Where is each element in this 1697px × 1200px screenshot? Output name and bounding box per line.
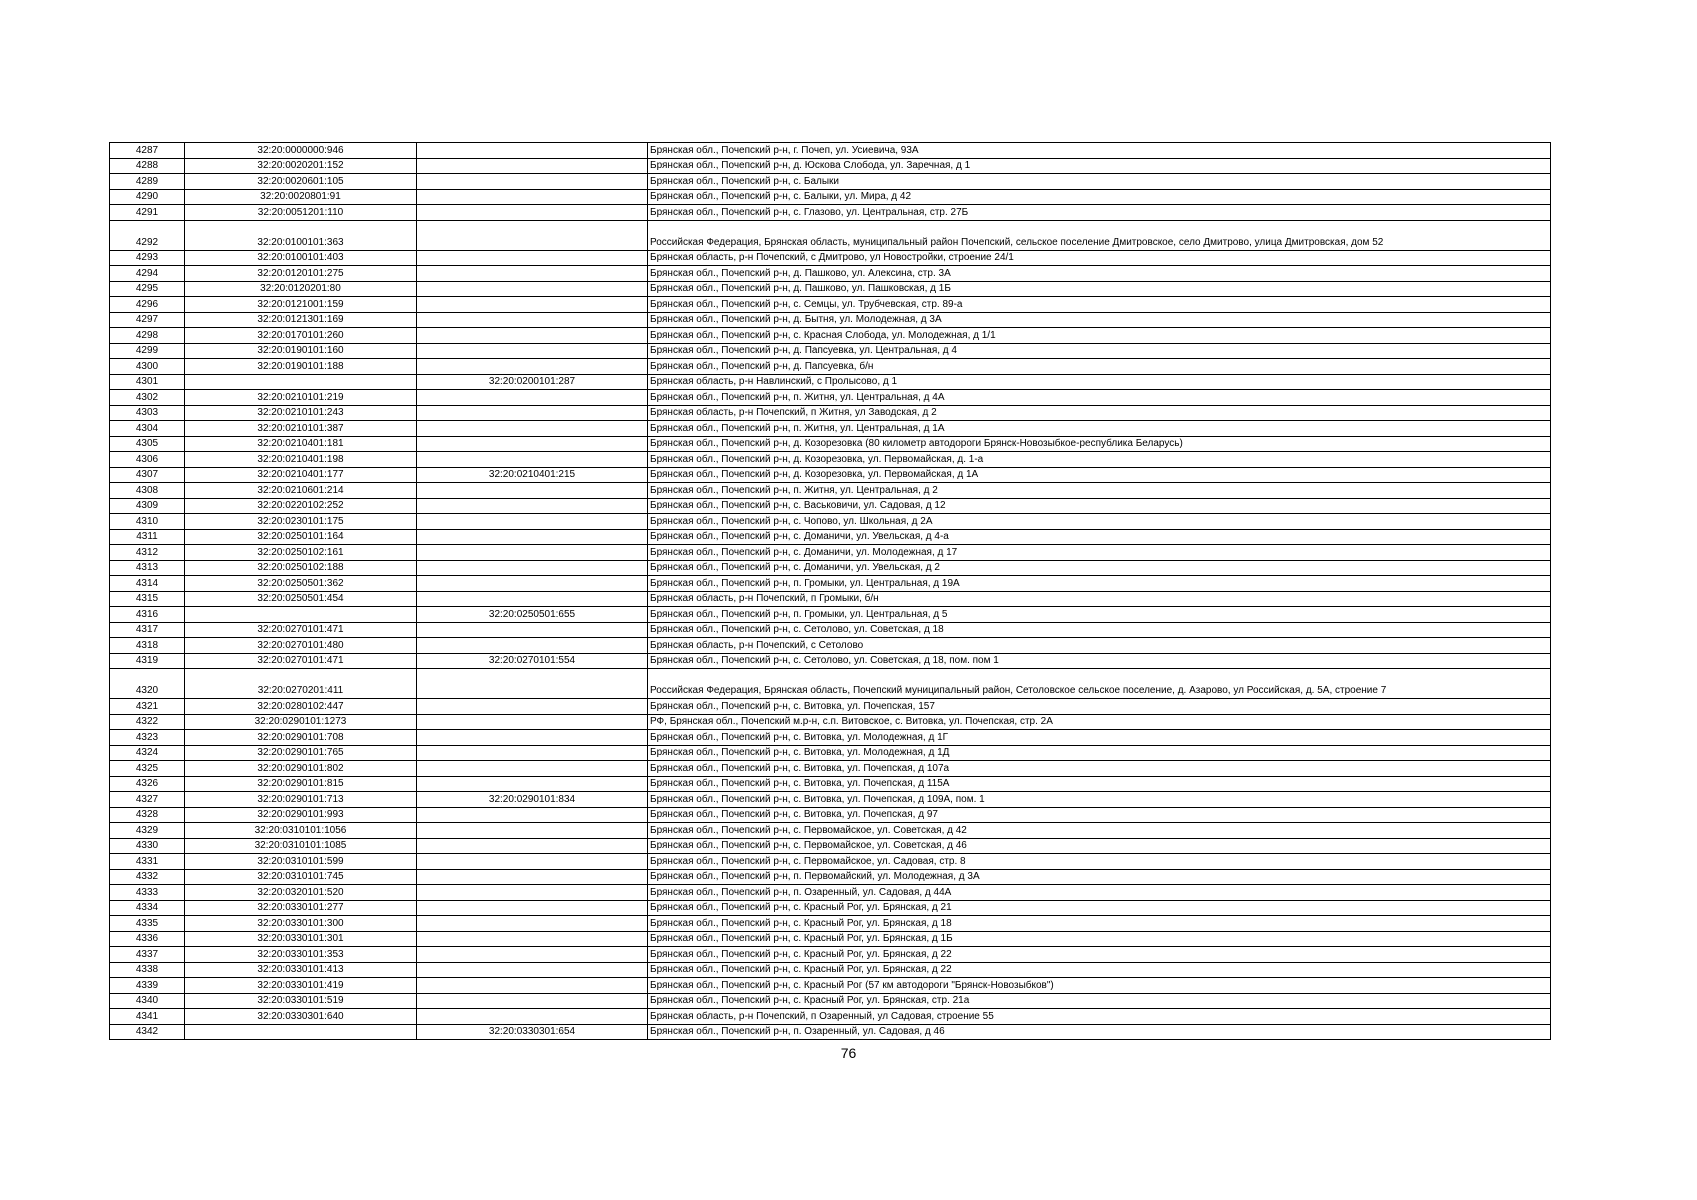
table-row: [110, 498, 1551, 514]
table-row: [110, 838, 1551, 854]
cadastral-number-cell: 32:20:0270101:471: [185, 622, 417, 638]
cadastral-number-cell: 32:20:0290101:802: [185, 761, 417, 777]
address-cell: Брянская обл., Почепский р-н, с. Витовка, ул. Почепская, 157: [648, 699, 1551, 715]
table-row: [110, 962, 1551, 978]
address-cell: Брянская область, р-н Почепский, п Озаренный, ул Садовая, строение 55: [648, 1009, 1551, 1025]
row-number-cell: 4289: [110, 174, 185, 190]
cadastral-number-cell: 32:20:0310101:1056: [185, 823, 417, 839]
row-number-cell: 4297: [110, 312, 185, 328]
linked-cadastral-number-cell: [417, 622, 648, 638]
address-cell: Брянская обл., Почепский р-н, д. Юскова Слобода, ул. Заречная, д 1: [648, 158, 1551, 174]
row-number-cell: 4301: [110, 374, 185, 390]
property-table-body: [110, 143, 1551, 1040]
cadastral-number-cell: 32:20:0210401:181: [185, 436, 417, 452]
address-cell: Брянская обл., Почепский р-н, с. Первомайское, ул. Советская, д 46: [648, 838, 1551, 854]
row-number-cell: 4304: [110, 421, 185, 437]
table-row: [110, 405, 1551, 421]
cadastral-number-cell: 32:20:0120201:80: [185, 281, 417, 297]
linked-cadastral-number-cell: [417, 359, 648, 375]
cadastral-number-cell: 32:20:0190101:188: [185, 359, 417, 375]
linked-cadastral-number-cell: [417, 328, 648, 344]
linked-cadastral-number-cell: [417, 807, 648, 823]
row-number-cell: 4330: [110, 838, 185, 854]
address-cell: Брянская обл., Почепский р-н, с. Витовка, ул. Почепская, д 97: [648, 807, 1551, 823]
row-number-cell: 4287: [110, 143, 185, 159]
table-row: [110, 483, 1551, 499]
cadastral-number-cell: 32:20:0320101:520: [185, 885, 417, 901]
row-number-cell: 4325: [110, 761, 185, 777]
table-row: [110, 158, 1551, 174]
linked-cadastral-number-cell: [417, 143, 648, 159]
address-cell: Брянская обл., Почепский р-н, п. Житня, ул. Центральная, д 1А: [648, 421, 1551, 437]
table-row: [110, 297, 1551, 313]
linked-cadastral-number-cell: [417, 885, 648, 901]
table-row: [110, 514, 1551, 530]
row-number-cell: 4331: [110, 854, 185, 870]
row-number-cell: 4334: [110, 900, 185, 916]
cadastral-number-cell: 32:20:0330101:413: [185, 962, 417, 978]
linked-cadastral-number-cell: [417, 250, 648, 266]
table-row: [110, 328, 1551, 344]
address-cell: Брянская обл., Почепский р-н, с. Семцы, ул. Трубчевская, стр. 89-а: [648, 297, 1551, 313]
address-cell: Брянская обл., Почепский р-н, с. Балыки, ул. Мира, д 42: [648, 189, 1551, 205]
table-row: [110, 869, 1551, 885]
row-number-cell: 4296: [110, 297, 185, 313]
linked-cadastral-number-cell: [417, 591, 648, 607]
linked-cadastral-number-cell: [417, 745, 648, 761]
cadastral-number-cell: 32:20:0290101:815: [185, 776, 417, 792]
linked-cadastral-number-cell: [417, 312, 648, 328]
table-row: [110, 220, 1551, 250]
address-cell: Брянская обл., Почепский р-н, с. Сетолово, ул. Советская, д 18: [648, 622, 1551, 638]
row-number-cell: 4309: [110, 498, 185, 514]
linked-cadastral-number-cell: [417, 962, 648, 978]
cadastral-number-cell: 32:20:0290101:713: [185, 792, 417, 808]
table-row: [110, 730, 1551, 746]
row-number-cell: 4335: [110, 916, 185, 932]
linked-cadastral-number-cell: [417, 189, 648, 205]
table-row: [110, 792, 1551, 808]
table-row: [110, 714, 1551, 730]
page-number: 76: [840, 1045, 857, 1061]
cadastral-number-cell: 32:20:0230101:175: [185, 514, 417, 530]
address-cell: Брянская область, р-н Почепский, п Житня, ул Заводская, д 2: [648, 405, 1551, 421]
table-row: [110, 359, 1551, 375]
table-row: [110, 205, 1551, 221]
address-cell: Брянская обл., Почепский р-н, с. Красный Рог, ул. Брянская, д 18: [648, 916, 1551, 932]
address-cell: Брянская обл., Почепский р-н, с. Балыки: [648, 174, 1551, 190]
table-row: [110, 1024, 1551, 1040]
address-cell: Брянская обл., Почепский р-н, с. Первомайское, ул. Садовая, стр. 8: [648, 854, 1551, 870]
cadastral-number-cell: 32:20:0190101:160: [185, 343, 417, 359]
address-cell: Брянская обл., Почепский р-н, д. Пашково, ул. Алексина, стр. 3А: [648, 266, 1551, 282]
linked-cadastral-number-cell: [417, 266, 648, 282]
cadastral-number-cell: 32:20:0270101:480: [185, 638, 417, 654]
linked-cadastral-number-cell: 32:20:0210401:215: [417, 467, 648, 483]
table-row: [110, 436, 1551, 452]
cadastral-number-cell: 32:20:0250501:454: [185, 591, 417, 607]
table-row: [110, 1009, 1551, 1025]
linked-cadastral-number-cell: [417, 498, 648, 514]
row-number-cell: 4300: [110, 359, 185, 375]
table-row: [110, 545, 1551, 561]
address-cell: Брянская область, р-н Почепский, с Дмитрово, ул Новостройки, строение 24/1: [648, 250, 1551, 266]
linked-cadastral-number-cell: [417, 761, 648, 777]
linked-cadastral-number-cell: [417, 343, 648, 359]
address-cell: Брянская область, р-н Навлинский, с Пролысово, д 1: [648, 374, 1551, 390]
linked-cadastral-number-cell: [417, 916, 648, 932]
row-number-cell: 4329: [110, 823, 185, 839]
table-row: [110, 250, 1551, 266]
linked-cadastral-number-cell: [417, 421, 648, 437]
row-number-cell: 4337: [110, 947, 185, 963]
cadastral-number-cell: 32:20:0270101:471: [185, 653, 417, 669]
row-number-cell: 4333: [110, 885, 185, 901]
table-row: [110, 669, 1551, 699]
linked-cadastral-number-cell: 32:20:0330301:654: [417, 1024, 648, 1040]
table-row: [110, 653, 1551, 669]
linked-cadastral-number-cell: [417, 947, 648, 963]
cadastral-number-cell: 32:20:0000000:946: [185, 143, 417, 159]
address-cell: Брянская обл., Почепский р-н, д. Папсуевка, ул. Центральная, д 4: [648, 343, 1551, 359]
linked-cadastral-number-cell: [417, 699, 648, 715]
cadastral-number-cell: 32:20:0250501:362: [185, 576, 417, 592]
address-cell: Брянская обл., Почепский р-н, с. Красный Рог, ул. Брянская, стр. 21а: [648, 993, 1551, 1009]
linked-cadastral-number-cell: [417, 669, 648, 699]
table-row: [110, 189, 1551, 205]
row-number-cell: 4303: [110, 405, 185, 421]
row-number-cell: 4342: [110, 1024, 185, 1040]
cadastral-number-cell: [185, 607, 417, 623]
table-row: [110, 576, 1551, 592]
table-row: [110, 143, 1551, 159]
linked-cadastral-number-cell: 32:20:0200101:287: [417, 374, 648, 390]
row-number-cell: 4340: [110, 993, 185, 1009]
address-cell: Брянская обл., Почепский р-н, п. Житня, ул. Центральная, д 2: [648, 483, 1551, 499]
linked-cadastral-number-cell: [417, 576, 648, 592]
address-cell: Брянская обл., Почепский р-н, д. Бытня, ул. Молодежная, д 3А: [648, 312, 1551, 328]
cadastral-number-cell: [185, 374, 417, 390]
cadastral-number-cell: [185, 1024, 417, 1040]
address-cell: Российская Федерация, Брянская область, муниципальный район Почепский, сельское поселение Дмитровское, село Дмитрово, улица Дмитровская, дом 52: [648, 220, 1551, 250]
table-row: [110, 467, 1551, 483]
row-number-cell: 4324: [110, 745, 185, 761]
row-number-cell: 4320: [110, 669, 185, 699]
linked-cadastral-number-cell: [417, 483, 648, 499]
address-cell: Брянская обл., Почепский р-н, с. Витовка, ул. Молодежная, д 1Д: [648, 745, 1551, 761]
cadastral-number-cell: 32:20:0250101:164: [185, 529, 417, 545]
table-row: [110, 916, 1551, 932]
cadastral-number-cell: 32:20:0210101:219: [185, 390, 417, 406]
linked-cadastral-number-cell: [417, 1009, 648, 1025]
row-number-cell: 4308: [110, 483, 185, 499]
cadastral-number-cell: 32:20:0220102:252: [185, 498, 417, 514]
row-number-cell: 4295: [110, 281, 185, 297]
linked-cadastral-number-cell: [417, 158, 648, 174]
cadastral-number-cell: 32:20:0290101:708: [185, 730, 417, 746]
cadastral-number-cell: 32:20:0330101:419: [185, 978, 417, 994]
cadastral-number-cell: 32:20:0100101:363: [185, 220, 417, 250]
cadastral-number-cell: 32:20:0210101:243: [185, 405, 417, 421]
row-number-cell: 4322: [110, 714, 185, 730]
row-number-cell: 4313: [110, 560, 185, 576]
row-number-cell: 4317: [110, 622, 185, 638]
linked-cadastral-number-cell: [417, 931, 648, 947]
cadastral-number-cell: 32:20:0330101:300: [185, 916, 417, 932]
table-row: [110, 266, 1551, 282]
address-cell: Брянская обл., Почепский р-н, г. Почеп, ул. Усиевича, 93А: [648, 143, 1551, 159]
cadastral-number-cell: 32:20:0121001:159: [185, 297, 417, 313]
cadastral-number-cell: 32:20:0020801:91: [185, 189, 417, 205]
address-cell: Брянская обл., Почепский р-н, с. Первомайское, ул. Советская, д 42: [648, 823, 1551, 839]
cadastral-number-cell: 32:20:0250102:161: [185, 545, 417, 561]
address-cell: Брянская обл., Почепский р-н, с. Витовка, ул. Почепская, д 107а: [648, 761, 1551, 777]
table-row: [110, 900, 1551, 916]
table-row: [110, 931, 1551, 947]
table-row: [110, 421, 1551, 437]
address-cell: Брянская обл., Почепский р-н, с. Доманичи, ул. Увельская, д 4-а: [648, 529, 1551, 545]
linked-cadastral-number-cell: [417, 638, 648, 654]
cadastral-number-cell: 32:20:0330101:519: [185, 993, 417, 1009]
row-number-cell: 4292: [110, 220, 185, 250]
row-number-cell: 4290: [110, 189, 185, 205]
row-number-cell: 4307: [110, 467, 185, 483]
address-cell: Брянская обл., Почепский р-н, с. Красный Рог, ул. Брянская, д 22: [648, 962, 1551, 978]
table-row: [110, 993, 1551, 1009]
address-cell: Брянская обл., Почепский р-н, с. Красный Рог, ул. Брянская, д 1Б: [648, 931, 1551, 947]
table-row: [110, 343, 1551, 359]
linked-cadastral-number-cell: [417, 297, 648, 313]
cadastral-number-cell: 32:20:0330101:301: [185, 931, 417, 947]
row-number-cell: 4311: [110, 529, 185, 545]
row-number-cell: 4294: [110, 266, 185, 282]
linked-cadastral-number-cell: [417, 220, 648, 250]
table-row: [110, 807, 1551, 823]
cadastral-number-cell: 32:20:0310101:599: [185, 854, 417, 870]
cadastral-number-cell: 32:20:0290101:765: [185, 745, 417, 761]
linked-cadastral-number-cell: [417, 978, 648, 994]
linked-cadastral-number-cell: [417, 993, 648, 1009]
address-cell: Брянская обл., Почепский р-н, п. Житня, ул. Центральная, д 4А: [648, 390, 1551, 406]
linked-cadastral-number-cell: [417, 900, 648, 916]
address-cell: Брянская обл., Почепский р-н, п. Озаренный, ул. Садовая, д 44А: [648, 885, 1551, 901]
row-number-cell: 4339: [110, 978, 185, 994]
row-number-cell: 4302: [110, 390, 185, 406]
row-number-cell: 4310: [110, 514, 185, 530]
address-cell: Брянская обл., Почепский р-н, с. Красный Рог, ул. Брянская, д 21: [648, 900, 1551, 916]
linked-cadastral-number-cell: [417, 452, 648, 468]
address-cell: Брянская обл., Почепский р-н, д. Козорезовка, ул. Первомайская, д. 1-а: [648, 452, 1551, 468]
linked-cadastral-number-cell: [417, 405, 648, 421]
address-cell: Российская Федерация, Брянская область, Почепский муниципальный район, Сетоловское сельское поселение, д. Азарово, ул Российская, д. 5А, строение 7: [648, 669, 1551, 699]
address-cell: Брянская обл., Почепский р-н, д. Папсуевка, б/н: [648, 359, 1551, 375]
table-row: [110, 374, 1551, 390]
linked-cadastral-number-cell: [417, 838, 648, 854]
row-number-cell: 4318: [110, 638, 185, 654]
linked-cadastral-number-cell: [417, 854, 648, 870]
row-number-cell: 4338: [110, 962, 185, 978]
row-number-cell: 4326: [110, 776, 185, 792]
table-row: [110, 312, 1551, 328]
row-number-cell: 4328: [110, 807, 185, 823]
address-cell: Брянская обл., Почепский р-н, с. Красная Слобода, ул. Молодежная, д 1/1: [648, 328, 1551, 344]
linked-cadastral-number-cell: [417, 436, 648, 452]
cadastral-number-cell: 32:20:0051201:110: [185, 205, 417, 221]
linked-cadastral-number-cell: [417, 776, 648, 792]
cadastral-number-cell: 32:20:0170101:260: [185, 328, 417, 344]
address-cell: Брянская обл., Почепский р-н, с. Доманичи, ул. Увельская, д 2: [648, 560, 1551, 576]
property-table: [109, 142, 1551, 1040]
linked-cadastral-number-cell: [417, 281, 648, 297]
row-number-cell: 4327: [110, 792, 185, 808]
cadastral-number-cell: 32:20:0250102:188: [185, 560, 417, 576]
table-row: [110, 823, 1551, 839]
linked-cadastral-number-cell: [417, 730, 648, 746]
table-row: [110, 776, 1551, 792]
table-row: [110, 452, 1551, 468]
table-row: [110, 885, 1551, 901]
table-row: [110, 529, 1551, 545]
cadastral-number-cell: 32:20:0280102:447: [185, 699, 417, 715]
linked-cadastral-number-cell: [417, 514, 648, 530]
address-cell: Брянская обл., Почепский р-н, с. Доманичи, ул. Молодежная, д 17: [648, 545, 1551, 561]
address-cell: Брянская обл., Почепский р-н, с. Красный Рог (57 км автодороги "Брянск-Новозыбков"): [648, 978, 1551, 994]
cadastral-number-cell: 32:20:0020201:152: [185, 158, 417, 174]
address-cell: Брянская обл., Почепский р-н, д. Козорезовка (80 километр автодороги Брянск-Новозыбкое-республика Беларусь): [648, 436, 1551, 452]
cadastral-number-cell: 32:20:0270201:411: [185, 669, 417, 699]
cadastral-number-cell: 32:20:0210601:214: [185, 483, 417, 499]
row-number-cell: 4299: [110, 343, 185, 359]
address-cell: РФ, Брянская обл., Почепский м.р-н, с.п. Витовское, с. Витовка, ул. Почепская, стр. 2А: [648, 714, 1551, 730]
linked-cadastral-number-cell: [417, 714, 648, 730]
row-number-cell: 4314: [110, 576, 185, 592]
linked-cadastral-number-cell: [417, 390, 648, 406]
address-cell: Брянская обл., Почепский р-н, п. Громыки, ул. Центральная, д 19А: [648, 576, 1551, 592]
cadastral-number-cell: 32:20:0020601:105: [185, 174, 417, 190]
table-row: [110, 390, 1551, 406]
row-number-cell: 4293: [110, 250, 185, 266]
linked-cadastral-number-cell: [417, 205, 648, 221]
row-number-cell: 4315: [110, 591, 185, 607]
row-number-cell: 4305: [110, 436, 185, 452]
row-number-cell: 4319: [110, 653, 185, 669]
cadastral-number-cell: 32:20:0330101:277: [185, 900, 417, 916]
cadastral-number-cell: 32:20:0100101:403: [185, 250, 417, 266]
linked-cadastral-number-cell: [417, 560, 648, 576]
linked-cadastral-number-cell: [417, 529, 648, 545]
address-cell: Брянская обл., Почепский р-н, с. Витовка, ул. Молодежная, д 1Г: [648, 730, 1551, 746]
table-row: [110, 761, 1551, 777]
address-cell: Брянская обл., Почепский р-н, д. Пашково, ул. Пашковская, д 1Б: [648, 281, 1551, 297]
cadastral-number-cell: 32:20:0120101:275: [185, 266, 417, 282]
table-row: [110, 607, 1551, 623]
row-number-cell: 4306: [110, 452, 185, 468]
address-cell: Брянская обл., Почепский р-н, с. Васьковичи, ул. Садовая, д 12: [648, 498, 1551, 514]
row-number-cell: 4312: [110, 545, 185, 561]
cadastral-number-cell: 32:20:0290101:993: [185, 807, 417, 823]
table-row: [110, 978, 1551, 994]
table-row: [110, 591, 1551, 607]
address-cell: Брянская обл., Почепский р-н, с. Красный Рог, ул. Брянская, д 22: [648, 947, 1551, 963]
linked-cadastral-number-cell: [417, 174, 648, 190]
table-row: [110, 745, 1551, 761]
table-row: [110, 947, 1551, 963]
table-row: [110, 174, 1551, 190]
cadastral-number-cell: 32:20:0210401:198: [185, 452, 417, 468]
address-cell: Брянская обл., Почепский р-н, с. Глазово, ул. Центральная, стр. 27Б: [648, 205, 1551, 221]
row-number-cell: 4323: [110, 730, 185, 746]
address-cell: Брянская обл., Почепский р-н, с. Витовка, ул. Почепская, д 115А: [648, 776, 1551, 792]
address-cell: Брянская обл., Почепский р-н, д. Козорезовка, ул. Первомайская, д 1А: [648, 467, 1551, 483]
address-cell: Брянская обл., Почепский р-н, с. Чопово, ул. Школьная, д 2А: [648, 514, 1551, 530]
cadastral-number-cell: 32:20:0210101:387: [185, 421, 417, 437]
cadastral-number-cell: 32:20:0121301:169: [185, 312, 417, 328]
table-row: [110, 699, 1551, 715]
address-cell: Брянская обл., Почепский р-н, п. Громыки, ул. Центральная, д 5: [648, 607, 1551, 623]
linked-cadastral-number-cell: 32:20:0270101:554: [417, 653, 648, 669]
linked-cadastral-number-cell: [417, 823, 648, 839]
linked-cadastral-number-cell: 32:20:0290101:834: [417, 792, 648, 808]
cadastral-number-cell: 32:20:0330301:640: [185, 1009, 417, 1025]
address-cell: Брянская обл., Почепский р-н, с. Витовка, ул. Почепская, д 109А, пом. 1: [648, 792, 1551, 808]
table-row: [110, 854, 1551, 870]
cadastral-number-cell: 32:20:0330101:353: [185, 947, 417, 963]
address-cell: Брянская обл., Почепский р-н, с. Сетолово, ул. Советская, д 18, пом. пом 1: [648, 653, 1551, 669]
row-number-cell: 4316: [110, 607, 185, 623]
linked-cadastral-number-cell: [417, 869, 648, 885]
address-cell: Брянская область, р-н Почепский, п Громыки, б/н: [648, 591, 1551, 607]
row-number-cell: 4336: [110, 931, 185, 947]
cadastral-number-cell: 32:20:0290101:1273: [185, 714, 417, 730]
row-number-cell: 4288: [110, 158, 185, 174]
cadastral-number-cell: 32:20:0310101:1085: [185, 838, 417, 854]
linked-cadastral-number-cell: 32:20:0250501:655: [417, 607, 648, 623]
row-number-cell: 4332: [110, 869, 185, 885]
row-number-cell: 4321: [110, 699, 185, 715]
table-row: [110, 281, 1551, 297]
linked-cadastral-number-cell: [417, 545, 648, 561]
cadastral-number-cell: 32:20:0310101:745: [185, 869, 417, 885]
table-row: [110, 560, 1551, 576]
table-row: [110, 622, 1551, 638]
address-cell: Брянская область, р-н Почепский, с Сетолово: [648, 638, 1551, 654]
row-number-cell: 4341: [110, 1009, 185, 1025]
cadastral-number-cell: 32:20:0210401:177: [185, 467, 417, 483]
row-number-cell: 4291: [110, 205, 185, 221]
row-number-cell: 4298: [110, 328, 185, 344]
address-cell: Брянская обл., Почепский р-н, п. Озаренный, ул. Садовая, д 46: [648, 1024, 1551, 1040]
address-cell: Брянская обл., Почепский р-н, п. Первомайский, ул. Молодежная, д 3А: [648, 869, 1551, 885]
table-row: [110, 638, 1551, 654]
